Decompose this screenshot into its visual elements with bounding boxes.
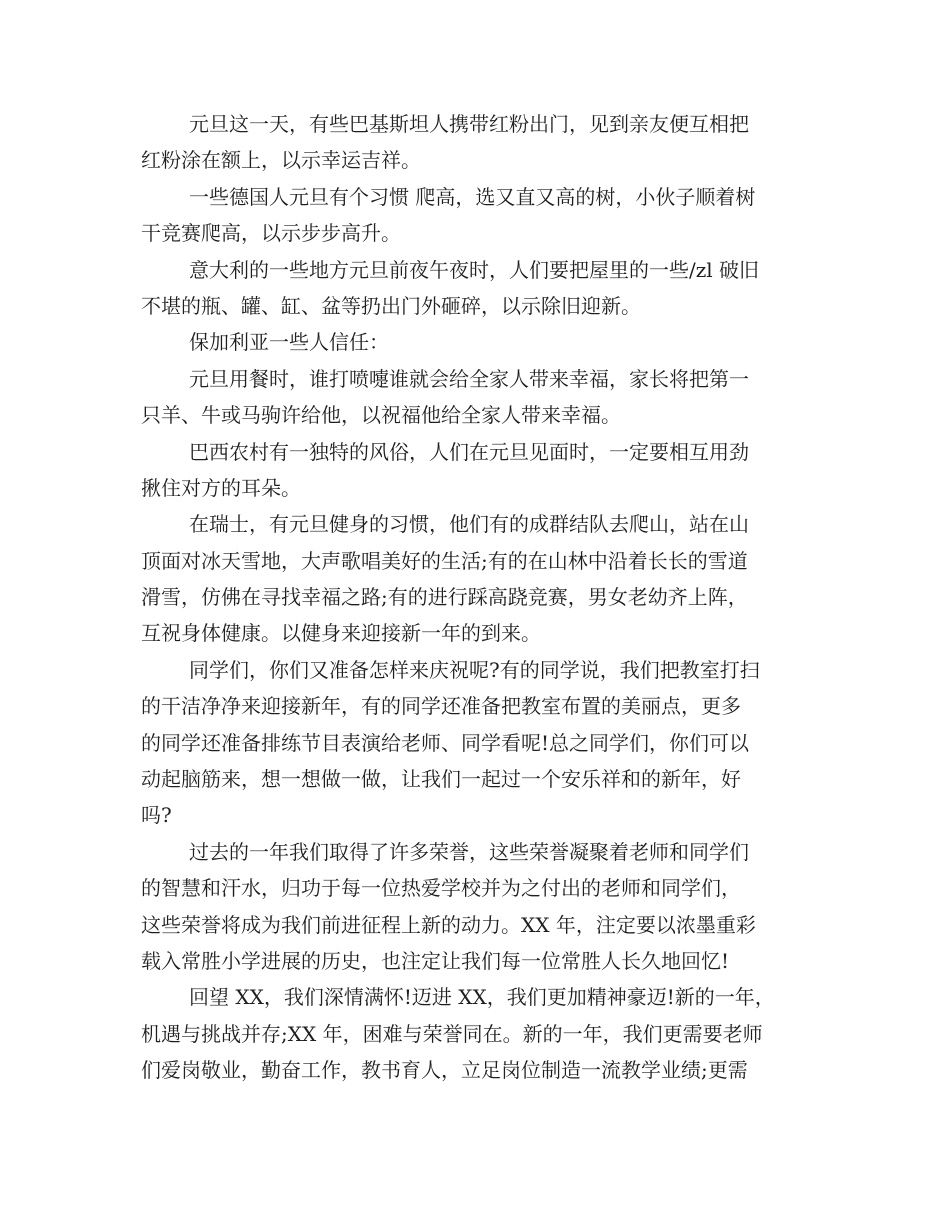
text-line: 在瑞士，有元旦健身的习惯，他们有的成群结队去爬山，站在山 [189,512,749,537]
text-line: 同学们，你们又准备怎样来庆祝呢?有的同学说，我们把教室打扫 [189,657,760,682]
text-line: 的干洁净净来迎接新年，有的同学还准备把教室布置的美丽点，更多 [141,694,741,719]
text-line: 不堪的瓶、罐、缸、盆等扔出门外砸碎，以示除旧迎新。 [141,293,641,318]
text-line: 滑雪，仿佛在寻找幸福之路;有的进行踩高跷竞赛，男女老幼齐上阵， [141,585,748,610]
text-line: 元旦用餐时，谁打喷嚏谁就会给全家人带来幸福，家长将把第一 [189,366,749,391]
text-line: 红粉涂在额上，以示幸运吉祥。 [141,148,421,173]
text-line: 揪住对方的耳朵。 [141,475,301,500]
text-line: 载入常胜小学进展的历史，也注定让我们每一位常胜人长久地回忆! [141,948,730,973]
text-line: 保加利亚一些人信任： [189,330,389,355]
text-line: 的智慧和汗水，归功于每一位热爱学校并为之付出的老师和同学们， [141,876,741,901]
text-line: 过去的一年我们取得了许多荣誉，这些荣誉凝聚着老师和同学们 [189,839,749,864]
text-line: 顶面对冰天雪地，大声歌唱美好的生活;有的在山林中沿着长长的雪道 [141,548,748,573]
text-line: 回望 XX，我们深情满怀!迈进 XX，我们更加精神豪迈!新的一年， [189,985,775,1010]
text-line: 干竞赛爬高，以示步步高升。 [141,221,401,246]
text-line: 一些德国人元旦有个习惯 爬高，选又直又高的树，小伙子顺着树 [189,184,756,209]
text-line: 吗? [141,803,172,828]
text-line: 的同学还准备排练节目表演给老师、同学看呢!总之同学们，你们可以 [141,730,750,755]
text-line: 机遇与挑战并存;XX 年，困难与荣誉同在。新的一年，我们更需要老师 [141,1021,763,1046]
text-line: 这些荣誉将成为我们前进征程上新的动力。XX 年，注定要以浓墨重彩 [141,912,756,937]
text-line: 们爱岗敬业，勤奋工作，教书育人，立足岗位制造一流教学业绩;更需 [141,1058,748,1083]
text-line: 只羊、牛或马驹许给他，以祝福他给全家人带来幸福。 [141,403,621,428]
document-page [141,106,809,1089]
text-line: 动起脑筋来，想一想做一做，让我们一起过一个安乐祥和的新年，好 [141,767,741,792]
text-line: 互祝身体健康。以健身来迎接新一年的到来。 [141,621,541,646]
text-line: 意大利的一些地方元旦前夜午夜时，人们要把屋里的一些/zl 破旧 [189,257,760,282]
text-line: 元旦这一天，有些巴基斯坦人携带红粉出门，见到亲友便互相把 [189,112,749,136]
text-line: 巴西农村有一独特的风俗，人们在元旦见面时，一定要相互用劲 [189,439,749,464]
